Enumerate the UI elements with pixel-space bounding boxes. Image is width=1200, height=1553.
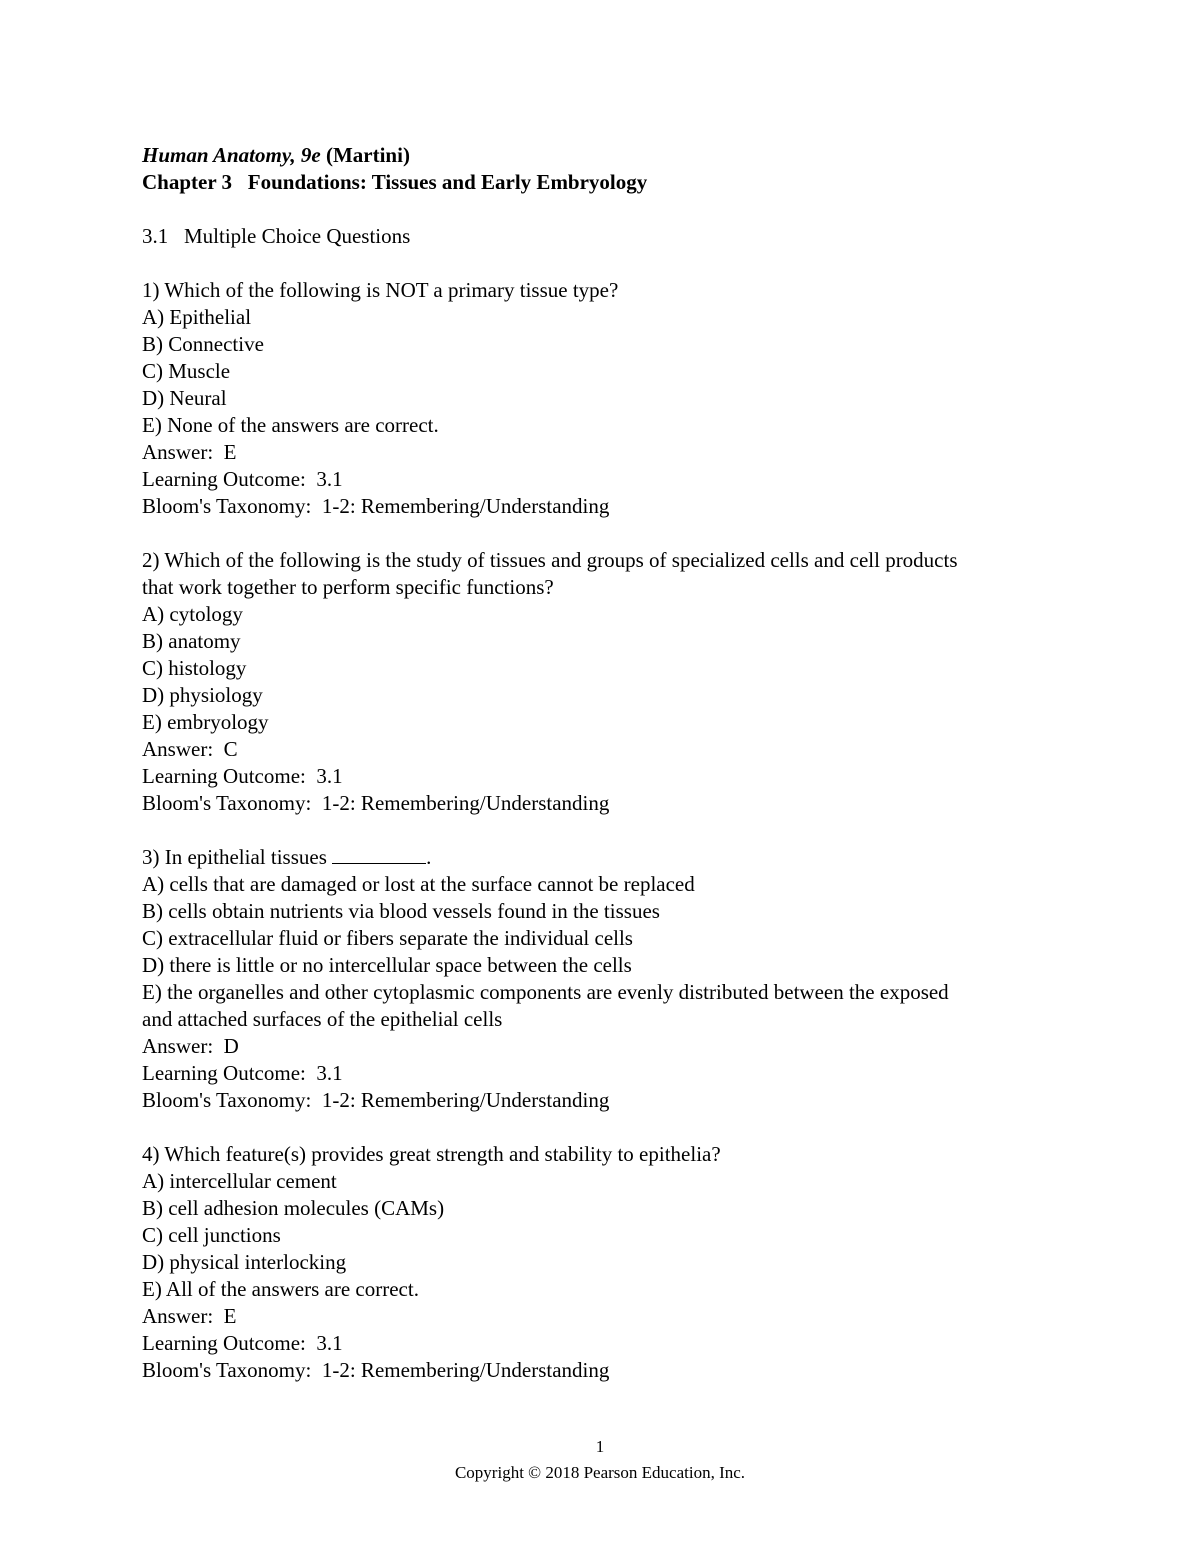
answer-option: C) cell junctions (142, 1223, 281, 1247)
book-title: Human Anatomy, 9e (142, 143, 321, 167)
answer-option: E) None of the answers are correct. (142, 413, 439, 437)
blooms-taxonomy: Bloom's Taxonomy: 1-2: Remembering/Understanding (142, 1358, 610, 1382)
question-1 (142, 277, 1082, 520)
question-3 (142, 844, 1082, 1114)
page-number: 1 (595, 1437, 605, 1456)
learning-outcome: Learning Outcome: 3.1 (142, 1061, 343, 1085)
answer-option: C) extracellular fluid or fibers separate the individual cells (142, 926, 633, 950)
section-heading: 3.1 Multiple Choice Questions (142, 224, 411, 248)
answer-key: Answer: C (142, 737, 238, 761)
fill-in-blank (332, 846, 426, 864)
question-stem (142, 844, 1082, 871)
answer-option: B) anatomy (142, 629, 241, 653)
question-stem: 2) Which of the following is the study of tissues and groups of specialized cells and cell products (142, 548, 958, 572)
answer-option: B) cell adhesion molecules (CAMs) (142, 1196, 445, 1220)
blooms-taxonomy: Bloom's Taxonomy: 1-2: Remembering/Understanding (142, 791, 610, 815)
spacer (142, 196, 1082, 223)
answer-option: A) cells that are damaged or lost at the surface cannot be replaced (142, 872, 695, 896)
answer-option: C) histology (142, 656, 247, 680)
spacer (142, 250, 1082, 277)
answer-key: Answer: D (142, 1034, 239, 1058)
answer-option: A) cytology (142, 602, 243, 626)
question-stem: 4) Which feature(s) provides great strength and stability to epithelia? (142, 1142, 721, 1166)
question-4 (142, 1141, 1082, 1384)
question-stem: 1) Which of the following is NOT a primary tissue type? (142, 278, 619, 302)
learning-outcome: Learning Outcome: 3.1 (142, 1331, 343, 1355)
answer-option: D) physiology (142, 683, 263, 707)
spacer (142, 817, 1082, 844)
blooms-taxonomy: Bloom's Taxonomy: 1-2: Remembering/Understanding (142, 1088, 610, 1112)
document-page (142, 142, 1082, 1384)
spacer (142, 1114, 1082, 1141)
answer-option: E) All of the answers are correct. (142, 1277, 419, 1301)
spacer (142, 520, 1082, 547)
chapter-title: Chapter 3 Foundations: Tissues and Early Embryology (142, 170, 648, 194)
answer-option-continued: and attached surfaces of the epithelial cells (142, 1007, 503, 1031)
question-stem-continued: that work together to perform specific functions? (142, 575, 554, 599)
blooms-taxonomy: Bloom's Taxonomy: 1-2: Remembering/Understanding (142, 494, 610, 518)
answer-option: C) Muscle (142, 359, 231, 383)
question-2 (142, 547, 1082, 817)
learning-outcome: Learning Outcome: 3.1 (142, 467, 343, 491)
answer-key: Answer: E (142, 440, 237, 464)
answer-key: Answer: E (142, 1304, 237, 1328)
answer-option: E) the organelles and other cytoplasmic components are evenly distributed between the exposed (142, 980, 949, 1004)
answer-option: B) cells obtain nutrients via blood vessels found in the tissues (142, 899, 660, 923)
answer-option: D) Neural (142, 386, 227, 410)
answer-option: A) Epithelial (142, 305, 252, 329)
book-title-line (142, 142, 1082, 169)
book-author: (Martini) (325, 143, 410, 167)
answer-option: D) there is little or no intercellular space between the cells (142, 953, 632, 977)
page-footer (0, 1434, 1200, 1486)
learning-outcome: Learning Outcome: 3.1 (142, 764, 343, 788)
question-stem-prefix: 3) In epithelial tissues (142, 845, 333, 869)
answer-option: B) Connective (142, 332, 264, 356)
question-stem-suffix: . (426, 845, 432, 869)
answer-option: D) physical interlocking (142, 1250, 347, 1274)
copyright-notice: Copyright © 2018 Pearson Education, Inc. (454, 1463, 746, 1482)
answer-option: A) intercellular cement (142, 1169, 337, 1193)
answer-option: E) embryology (142, 710, 269, 734)
